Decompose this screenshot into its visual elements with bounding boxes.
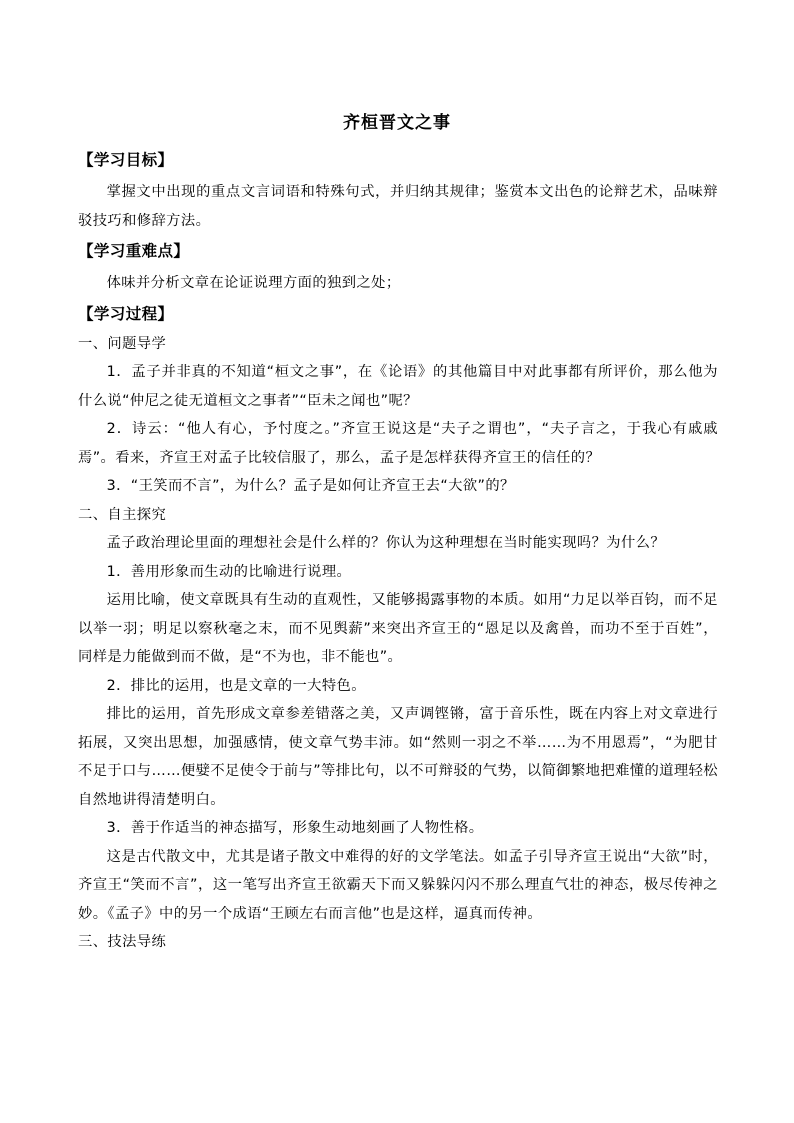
part1-question-1: 1．孟子并非真的不知道“桓文之事”，在《论语》的其他篇目中对此事都有所评价，那么他为什么说“仲尼之徒无道桓文之事者”“臣未之闻也”呢？ [78,364,718,409]
part2-point-3-text: 这是古代散文中，尤其是诸子散文中难得的好的文学笔法。如孟子引导齐宣王说出“大欲”时，齐宣王“笑而不言”，这一笔写出齐宣王欲霸天下而又躲躲闪闪不那么理直气壮的神态，极尽传神之妙。《孟子》中的另一个成语“王顾左右而言他”也是这样，逼真而传神。 [78,848,718,922]
goals-text: 掌握文中出现的重点文言词语和特殊句式，并归纳其规律；鉴赏本文出色的论辩艺术，品味辩驳技巧和修辞方法。 [78,184,718,229]
key-heading: 【学习重难点】 [78,242,190,260]
document-body [78,144,718,957]
key-text: 体味并分析文章在论证说理方面的独到之处； [106,275,401,291]
part2-intro: 孟子政治理论里面的理想社会是什么样的？你认为这种理想在当时能实现吗？为什么？ [106,535,666,551]
part2-heading: 二、自主探究 [78,506,167,523]
part2-point-2-title: 2．排比的运用，也是文章的一大特色。 [106,677,366,694]
part2-point-3-title: 3．善于作适当的神态描写，形象生动地刻画了人物性格。 [106,820,484,836]
part2-point-1-title: 1．善用形象而生动的比喻进行说理。 [106,563,352,580]
part2-point-2-text: 排比的运用，首先形成文章参差错落之美，又声调铿锵，富于音乐性，既在内容上对文章进行拓展，又突出思想，加强感情，使文章气势丰沛。如“然则一羽之不举……为不用恩焉”，“为肥甘不足于口与……便嬖不足使令于前与”等排比句，以不可辩驳的气势，以简御繁地把难懂的道理轻松自然地讲得清楚明白。 [78,706,718,808]
process-heading: 【学习过程】 [78,304,174,323]
document-title: 齐桓晋文之事 [343,113,451,133]
goals-heading: 【学习目标】 [78,151,174,169]
part1-question-3: 3．“王笑而不言”，为什么？孟子是如何让齐宣王去“大欲”的？ [106,478,515,494]
part1-heading: 一、问题导学 [78,335,167,352]
part3-heading: 三、技法导练 [78,934,167,950]
part2-point-1-text: 运用比喻，使文章既具有生动的直观性，又能够揭露事物的本质。如用“力足以举百钧，而不足以举一羽；明足以察秋毫之末，而不见舆薪”来突出齐宣王的“恩足以及禽兽，而功不至于百姓”，同样是力能做到而不做，是“不为也，非不能也”。 [78,592,718,665]
part1-question-2: 2．诗云：“他人有心，予忖度之。”齐宣王说这是“夫子之谓也”，“夫子言之，于我心有戚戚焉”。看来，齐宣王对孟子比较信服了，那么，孟子是怎样获得齐宣王的信任的？ [78,421,718,466]
